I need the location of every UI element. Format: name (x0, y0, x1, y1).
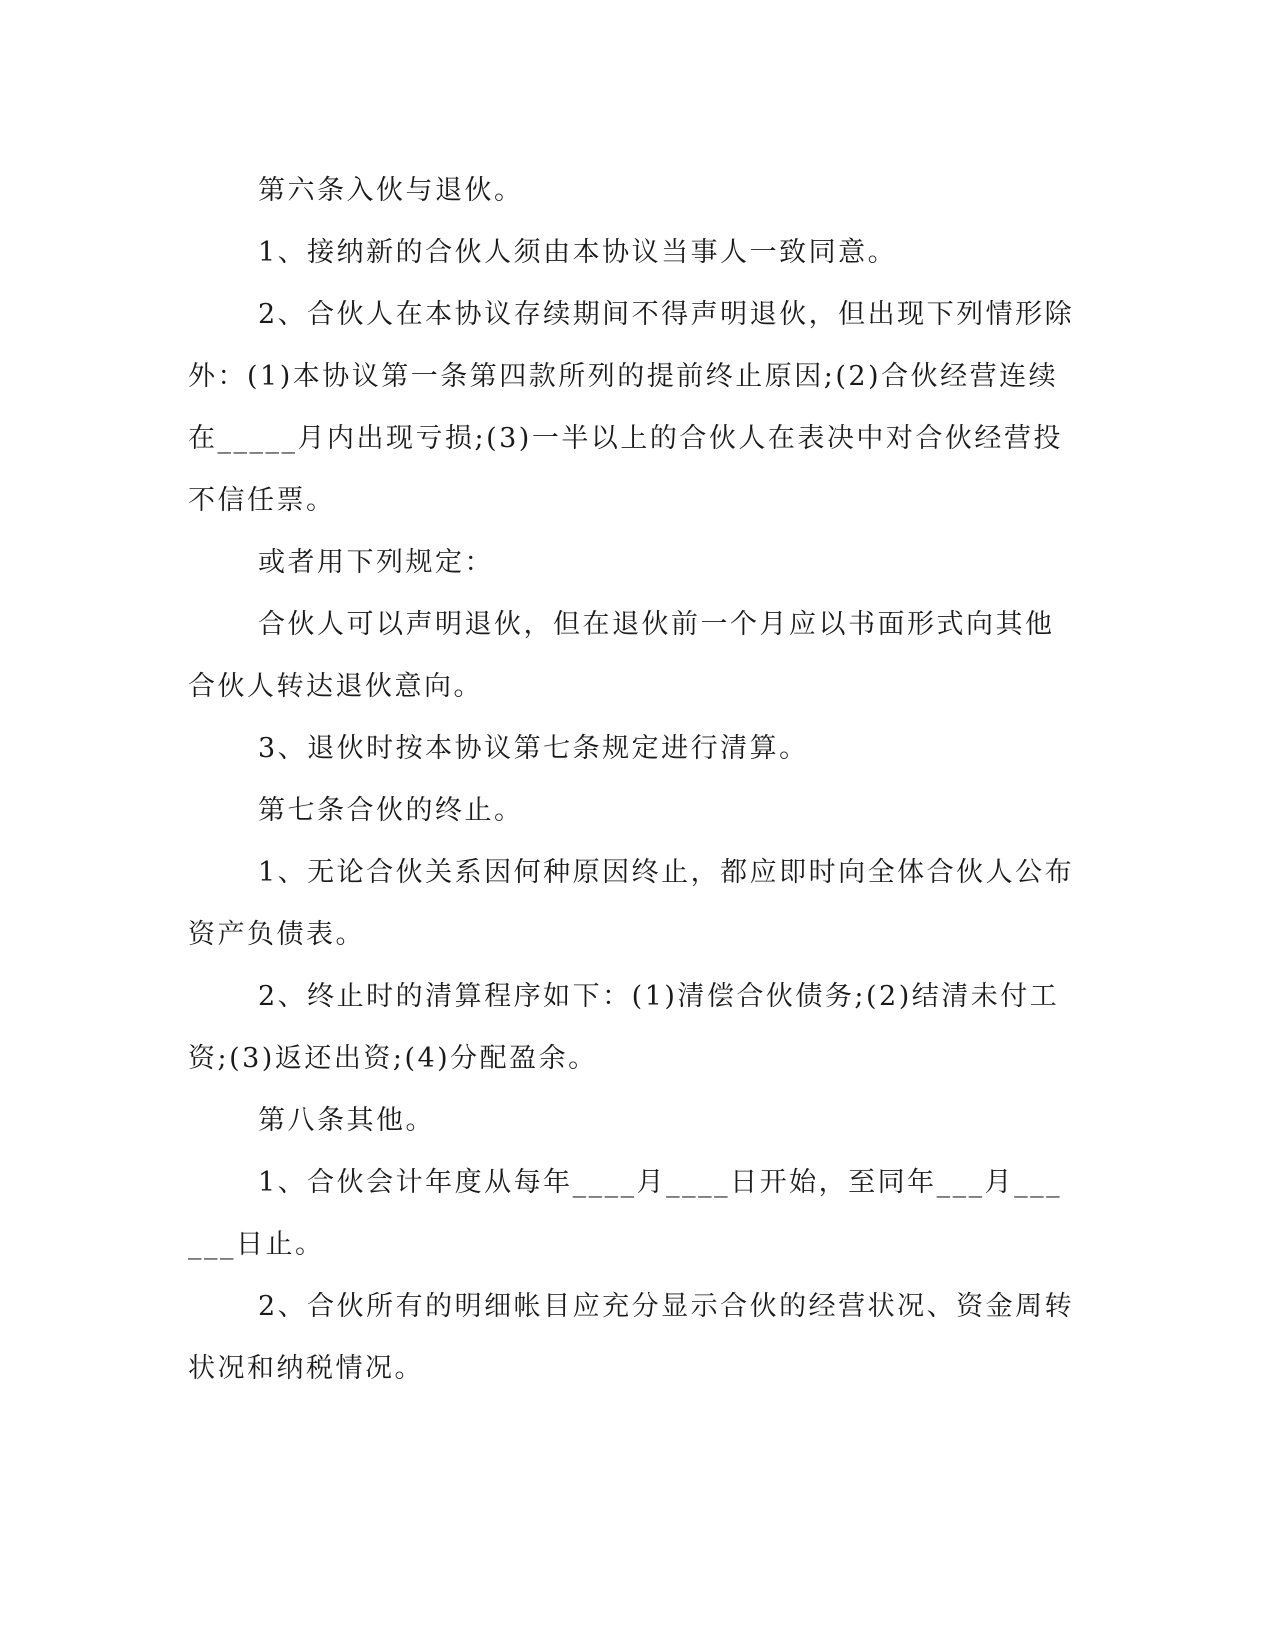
article-8-heading: 第八条其他。 (258, 1105, 435, 1136)
alternative-provision-text: 合伙人可以声明退伙，但在退伙前一个月应以书面形式向其他合伙人转达退伙意向。 (188, 609, 1055, 702)
article-6-clause-2: 2、合伙人在本协议存续期间不得声明退伙，但出现下列情形除外：(1)本协议第一条第四款所列的提前终止原因;(2)合伙经营连续在_____月内出现亏损;(3)一半以上的合伙人在表决中对合伙经营投不信任票。 (188, 299, 1075, 516)
document-body (188, 160, 1078, 1400)
article-7-clause-2: 2、终止时的清算程序如下：(1)清偿合伙债务;(2)结清未付工资;(3)返还出资;(4)分配盈余。 (188, 981, 1060, 1074)
article-8-clause-2: 2、合伙所有的明细帐目应充分显示合伙的经营状况、资金周转状况和纳税情况。 (188, 1291, 1075, 1384)
alternative-provision-intro: 或者用下列规定： (258, 547, 494, 578)
article-7-clause-1: 1、无论合伙关系因何种原因终止，都应即时向全体合伙人公布资产负债表。 (188, 857, 1075, 950)
article-6-heading: 第六条入伙与退伙。 (258, 175, 524, 206)
article-7-heading: 第七条合伙的终止。 (258, 795, 524, 826)
article-6-clause-3: 3、退伙时按本协议第七条规定进行清算。 (258, 733, 809, 764)
article-8-clause-1: 1、合伙会计年度从每年____月____日开始，至同年___月______日止。 (188, 1167, 1063, 1260)
article-6-clause-1: 1、接纳新的合伙人须由本协议当事人一致同意。 (258, 237, 898, 268)
